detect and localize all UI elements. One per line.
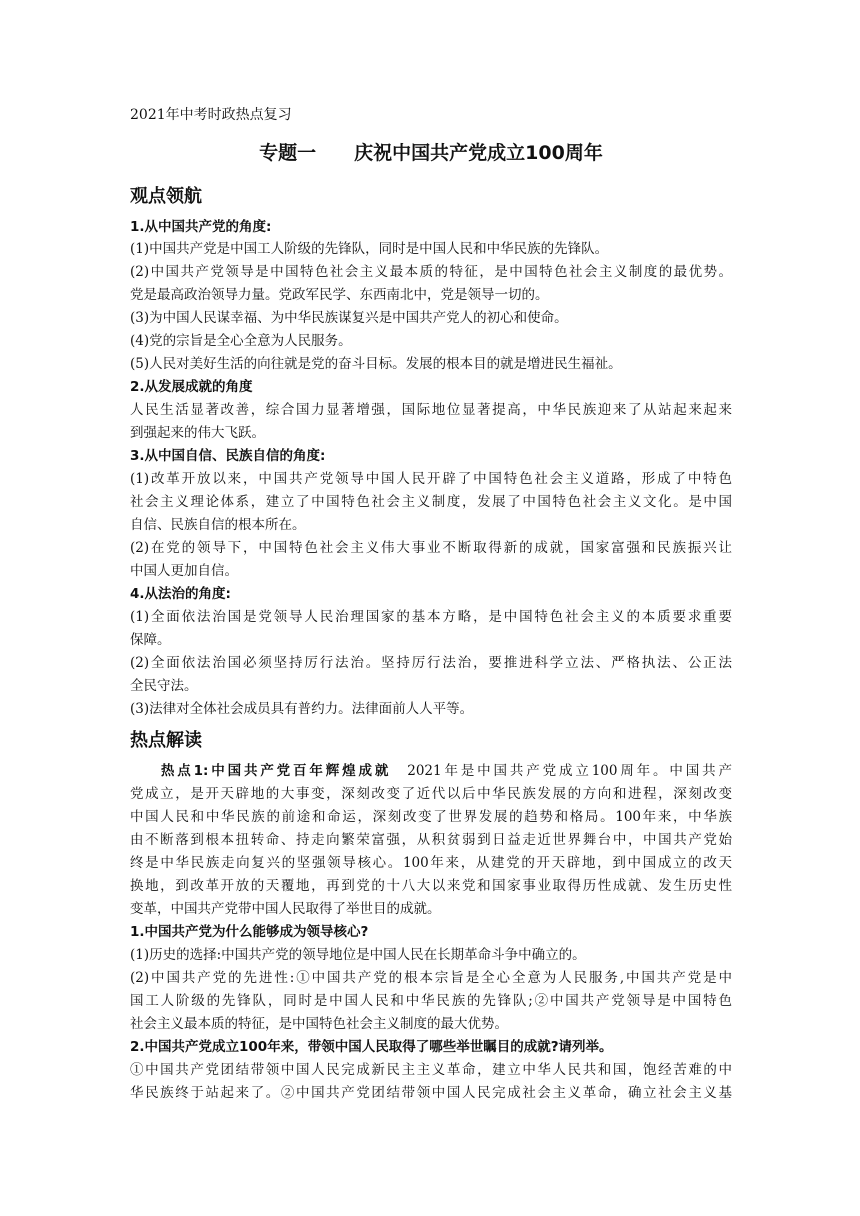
page-title: 专题一 庆祝中国共产党成立100周年: [259, 142, 603, 164]
paragraph-line: 全民守法。: [130, 678, 198, 694]
paragraph-line: 换地，到改革开放的天覆地，再到党的十八大以来党和国家事业取得历性成就、发生历史性: [130, 878, 732, 894]
paragraph-line: 社会主义理论体系，建立了中国特色社会主义制度，发展了中国特色社会主义文化。是中国: [130, 494, 732, 510]
paragraph-line: 中国人民和中华民族的前途和命运，深刻改变了世界发展的趋势和格局。100年来，中华族: [130, 809, 732, 825]
paragraph-line: 党成立，是开天辟地的大事变，深刻改变了近代以后中华民族发展的方向和进程，深刻改变: [130, 786, 732, 802]
hotspot-label: 热点1:中国共产党百年辉煌成就: [158, 763, 392, 779]
paragraph-line: 社会主义最本质的特征，是中国特色社会主义制度的最大优势。: [130, 1016, 508, 1032]
subheading: 2.从发展成就的角度: [130, 379, 253, 395]
paragraph-line: (2)中国共产党的先进性:①中国共产党的根本宗旨是全心全意为人民服务,中国共产党是中: [130, 970, 732, 986]
paragraph-line: 人民生活显著改善，综合国力显著增强，国际地位显著提高，中华民族迎来了从站起来起来: [130, 402, 732, 418]
subheading: 1.从中国共产党的角度:: [130, 219, 272, 235]
paragraph-line: 到强起来的伟大飞跃。: [130, 425, 265, 441]
hotspot-text: 2021年是中国共产党成立100周年。中国共产: [407, 763, 733, 779]
subheading: 1.中国共产党为什么能够成为领导核心?: [130, 924, 369, 940]
subheading: 3.从中国自信、民族自信的角度:: [130, 448, 326, 464]
section-heading-hotspots: 热点解读: [130, 730, 202, 751]
section-heading-viewpoints: 观点领航: [130, 186, 202, 207]
paragraph-line: 终是中华民族走向复兴的坚强领导核心。100年来，从建党的开天辟地，到中国成立的改天: [130, 855, 732, 871]
paragraph-line: 国工人阶级的先锋队，同时是中国人民和中华民族的先锋队;②中国共产党领导是中国特色: [130, 993, 732, 1009]
subheading: 4.从法治的角度:: [130, 586, 231, 602]
paragraph-line: 保障。: [130, 632, 171, 648]
paragraph-line: (4)党的宗旨是全心全意为人民服务。: [130, 333, 352, 349]
paragraph-line: (3)法律对全体社会成员具有普约力。法律面前人人平等。: [130, 701, 474, 717]
paragraph-line: (5)人民对美好生活的向往就是党的奋斗目标。发展的根本目的就是增进民生福祉。: [130, 356, 622, 372]
hotspot-first-line: [130, 760, 732, 782]
paragraph-line: 党是最高政治领导力量。党政军民学、东西南北中，党是领导一切的。: [130, 287, 549, 303]
paragraph-line: 由不断落到根本扭转命、持走向繁荣富强，从积贫弱到日益走近世界舞台中，中国共产党始: [130, 832, 732, 848]
paragraph-line: (2)在党的领导下，中国特色社会主义伟大事业不断取得新的成就，国家富强和民族振兴让: [130, 540, 732, 556]
paragraph-line: 中国人更加自信。: [130, 563, 238, 579]
paragraph-line: (2)全面依法治国必须坚持厉行法治。坚持厉行法治，要推进科学立法、严格执法、公正法: [130, 655, 732, 671]
subheading: 2.中国共产党成立100年来，带领中国人民取得了哪些举世瞩目的成就?请列举。: [130, 1039, 613, 1055]
paragraph-line: (2)中国共产党领导是中国特色社会主义最本质的特征，是中国特色社会主义制度的最优势。: [130, 264, 732, 280]
document-header: 2021年中考时政热点复习: [130, 107, 292, 123]
paragraph-line: 华民族终于站起来了。②中国共产党团结带领中国人民完成社会主义革命，确立社会主义基: [130, 1085, 732, 1101]
paragraph-line: 自信、民族自信的根本所在。: [130, 517, 306, 533]
paragraph-line: (1)全面依法治国是党领导人民治理国家的基本方略，是中国特色社会主义的本质要求重要: [130, 609, 732, 625]
paragraph-line: (1)中国共产党是中国工人阶级的先锋队，同时是中国人民和中华民族的先锋队。: [130, 241, 609, 257]
paragraph-line: ①中国共产党团结带领中国人民完成新民主主义革命，建立中华人民共和国，饱经苦难的中: [130, 1062, 732, 1078]
paragraph-line: (1)历史的选择:中国共产党的领导地位是中国人民在长期革命斗争中确立的。: [130, 947, 586, 963]
paragraph-line: 变革，中国共产党带中国人民取得了举世目的成就。: [130, 901, 441, 917]
paragraph-line: (1)改革开放以来，中国共产党领导中国人民开辟了中国特色社会主义道路，形成了中特色: [130, 471, 732, 487]
paragraph-line: (3)为中国人民谋幸福、为中华民族谋复兴是中国共产党人的初心和使命。: [130, 310, 568, 326]
